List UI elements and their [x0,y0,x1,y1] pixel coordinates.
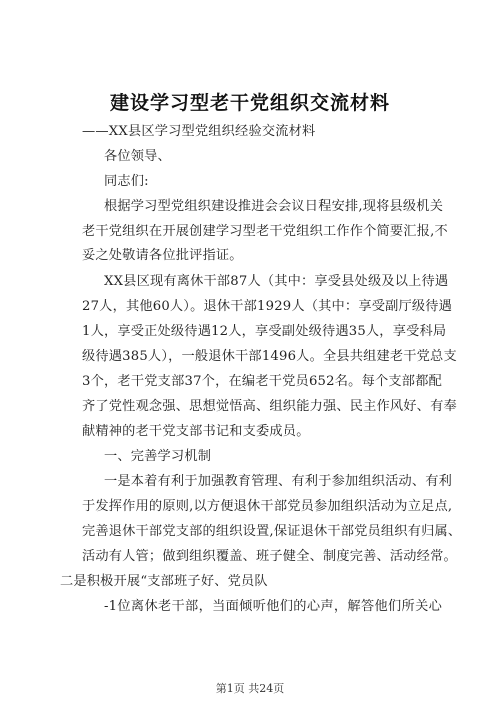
paragraph-line: 老干党组织在开展创建学习型老干党组织工作作个简要汇报,不 [82,224,448,239]
paragraph-line: 活动有人管；做到组织覆盖、班子健全、制度完善、活动经常。 [82,549,457,564]
paragraph-line: XX县区现有离休干部87人（其中：享受县处级及以上待遇 [104,274,449,289]
paragraph-line: 1人，享受正处级待遇12人，享受副处级待遇35人，享受科局 [82,324,447,339]
paragraph-line: -1位离休老干部，当面倾听他们的心声，解答他们所关心 [104,599,442,614]
paragraph-line: 级待遇385人），一般退休干部1496人。全县共组建老干党总支 [82,349,457,364]
paragraph-line: 一是本着有利于加强教育管理、有利于参加组织活动、有利 [104,474,453,489]
salutation-line: 各位领导、 [104,149,171,164]
paragraph-line: 献精神的老干党支部书记和支委成员。 [82,424,310,439]
paragraph-line: 二是积极开展“支部班子好、党员队 [60,574,268,589]
paragraph-line: 完善退休干部党支部的组织设置,保证退休干部党员组织有归属、 [82,524,462,539]
paragraph-line: 齐了党性观念强、思想觉悟高、组织能力强、民主作风好、有奉 [82,399,457,414]
paragraph-line: 27人，其他60人）。退休干部1929人（其中：享受副厅级待遇 [82,299,453,314]
paragraph-line: 妥之处敬请各位批评指证。 [82,248,243,263]
paragraph-line: 根据学习型党组织建设推进会会议日程安排,现将县级机关 [104,199,444,214]
paragraph-line: 于发挥作用的原则,以方便退休干部党员参加组织活动为立足点, [82,499,453,514]
subtitle: ——XX县区学习型党组织经验交流材料 [82,124,316,139]
document-title: 建设学习型老干党组织交流材料 [109,92,390,114]
page-footer: 第1页 共24页 [215,682,285,695]
paragraph-line: 3个，老干党支部37个，在编老干党员652名。每个支部都配 [82,374,442,389]
salutation-line: 同志们: [104,174,149,189]
section-heading: 一、完善学习机制 [104,449,212,464]
